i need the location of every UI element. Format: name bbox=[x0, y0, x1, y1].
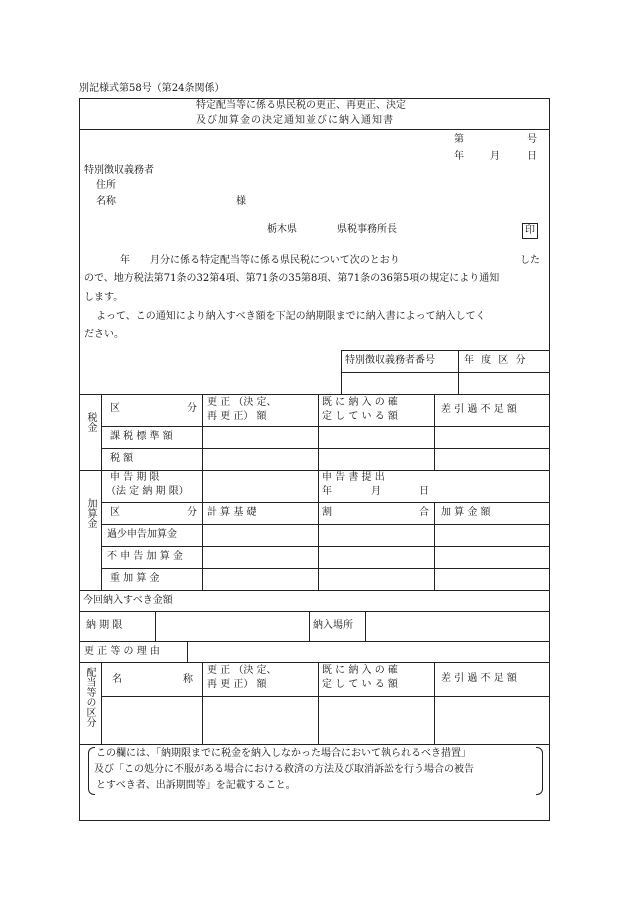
tax-col-sabiki: 差 引 過 不 足 額 bbox=[441, 404, 517, 415]
body-line2: ので、地方税法第71条の32第4項、第71条の35第8項、第71条の36第5項の規定により通知 bbox=[84, 273, 500, 284]
reason-label: 更 正 等 の 理 由 bbox=[84, 646, 160, 657]
payment-place-label: 納入場所 bbox=[313, 620, 353, 631]
recipient-name-label: 名称 bbox=[96, 196, 116, 207]
issue-day: 日 bbox=[527, 151, 537, 162]
body-line4: よって、この通知により納入すべき額を下記の納期限までに納入書によって納入してく bbox=[96, 311, 486, 322]
issue-month: 月 bbox=[490, 151, 500, 162]
dividend-col-name-b: 称 bbox=[183, 674, 193, 685]
note-line-2: 及び「この処分に不服がある場合における救済の方法及び取消訴訟を行う場合の被告 bbox=[94, 764, 474, 775]
row-taxable-base: 課 税 標 準 額 bbox=[110, 431, 173, 442]
issuer-office: 県税事務所長 bbox=[337, 224, 397, 235]
issuer-prefecture: 栃木県 bbox=[267, 224, 297, 235]
tax-section-label: 税金 bbox=[85, 412, 96, 432]
filing-month: 月 bbox=[371, 486, 381, 497]
seal-mark: 印 bbox=[522, 223, 538, 239]
title-divider bbox=[79, 129, 550, 130]
row-tax-amount: 税 額 bbox=[110, 453, 134, 464]
dividend-col-kosei-2: 再 更 正） 額 bbox=[207, 679, 267, 690]
body-line1-end: した bbox=[520, 255, 540, 266]
title-line-2: 及び加算金の決定通知並びに納入通知書 bbox=[196, 115, 394, 126]
penalty-col-kiso: 計 算 基 礎 bbox=[207, 507, 257, 518]
tax-col-kubun: 区 bbox=[110, 403, 120, 414]
row-deadline-1: 申 告 期 限 bbox=[110, 472, 160, 483]
penalty-col-amount: 加 算 金 額 bbox=[441, 507, 491, 518]
body-line1: 月分に係る特定配当等に係る県民税について次のとおり bbox=[150, 255, 400, 266]
penalty-col-bun: 分 bbox=[187, 507, 197, 518]
recipient-heading: 特別徴収義務者 bbox=[84, 165, 154, 176]
title-line-1: 特定配当等に係る県民税の更正、再更正、決定 bbox=[196, 100, 406, 111]
filing-label: 申 告 書 提 出 bbox=[322, 472, 385, 483]
row-deadline-2: （法 定 納 期 限） bbox=[106, 486, 189, 497]
body-line5: ださい。 bbox=[84, 329, 124, 340]
tax-col-kakutei-2: 定 し て い る 額 bbox=[322, 411, 398, 422]
recipient-honorific: 様 bbox=[236, 196, 246, 207]
note-line-1: この欄には、「納期限までに税金を納入しなかった場合において執られるべき措置」 bbox=[96, 748, 471, 759]
row-under-penalty: 過少申告加算金 bbox=[107, 529, 177, 540]
dividend-col-kakutei-2: 定 し て い る 額 bbox=[322, 679, 398, 690]
body-year: 年 bbox=[120, 255, 130, 266]
dividend-col-sabiki: 差 引 過 不 足 額 bbox=[441, 673, 517, 684]
dividend-col-name-a: 名 bbox=[112, 674, 122, 685]
dividend-section-label: 配当等の区分 bbox=[84, 667, 95, 727]
due-date-label: 納 期 限 bbox=[86, 620, 123, 631]
total-due-label: 今回納入すべき金額 bbox=[83, 595, 173, 606]
note-bracket-right bbox=[536, 747, 543, 795]
issue-year: 年 bbox=[454, 151, 464, 162]
row-noreturn-penalty: 不 申 告 加 算 金 bbox=[107, 551, 183, 562]
penalty-col-ai: 合 bbox=[419, 507, 429, 518]
filing-year: 年 bbox=[322, 486, 332, 497]
year-class-label: 年 度 区 分 bbox=[464, 355, 528, 366]
penalty-col-kubun: 区 bbox=[110, 507, 120, 518]
issue-dai: 第 bbox=[454, 134, 464, 145]
penalty-col-wari: 割 bbox=[322, 507, 332, 518]
tax-col-kakutei-1: 既 に 納 入 の 確 bbox=[322, 397, 398, 408]
dividend-col-kosei-1: 更 正 （決 定、 bbox=[207, 665, 277, 676]
body-line3: します。 bbox=[84, 292, 124, 303]
filing-day: 日 bbox=[419, 486, 429, 497]
penalty-section-label: 加算金 bbox=[85, 498, 96, 528]
note-line-3: とすべき者、出訴期間等」を記載すること。 bbox=[96, 780, 296, 791]
tax-col-kosei-2: 再 更 正） 額 bbox=[207, 411, 267, 422]
tax-col-bun: 分 bbox=[187, 403, 197, 414]
tax-col-kosei-1: 更 正 （決 定、 bbox=[207, 397, 277, 408]
dividend-col-kakutei-1: 既 に 納 入 の 確 bbox=[322, 665, 398, 676]
recipient-address-label: 住所 bbox=[96, 180, 116, 191]
form-label: 別記様式第58号（第24条関係） bbox=[79, 83, 225, 94]
issue-go: 号 bbox=[527, 134, 537, 145]
row-heavy-penalty: 重 加 算 金 bbox=[110, 573, 160, 584]
id-number-label: 特別徴収義務者番号 bbox=[345, 355, 435, 366]
